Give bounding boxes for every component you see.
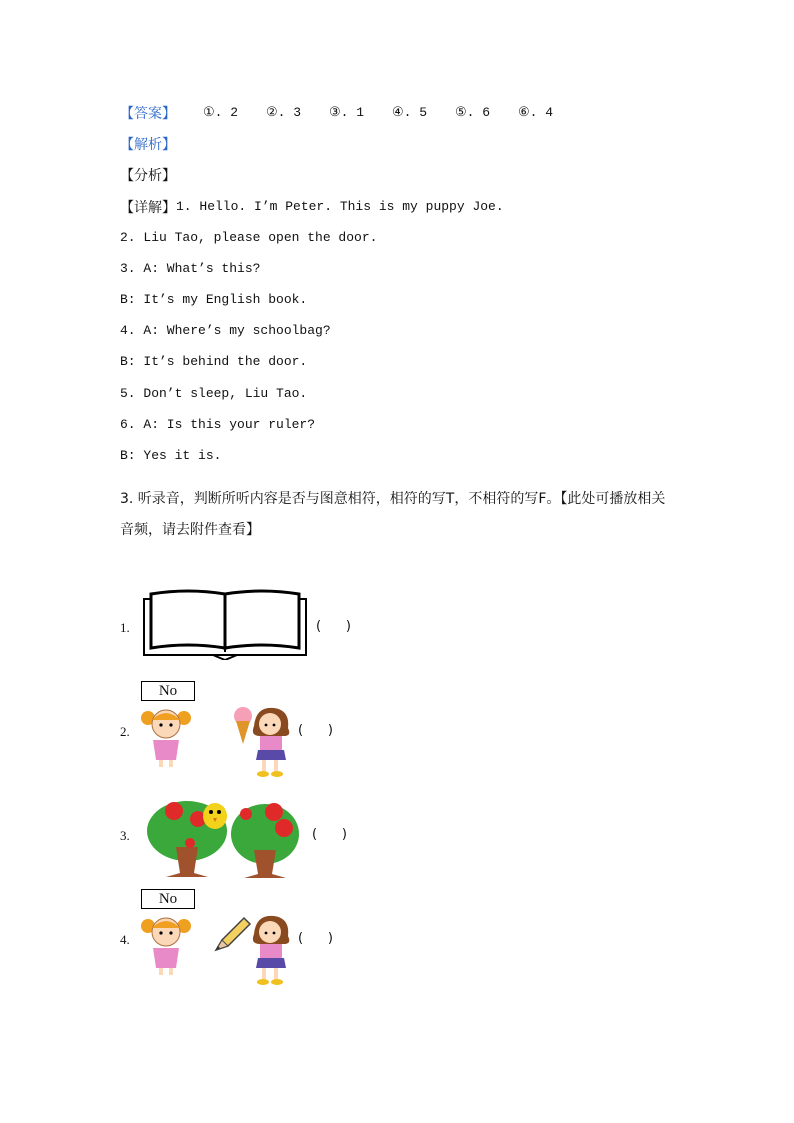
transcript-line-5: 4. A: Where’s my schoolbag? <box>120 323 331 338</box>
girl-right-icon <box>248 706 294 778</box>
detail-label: 【详解】 <box>120 200 176 216</box>
answer-option-3: ③. 1 <box>329 105 365 120</box>
girl-left-icon <box>140 706 192 768</box>
item-2-number: 2. <box>120 724 130 739</box>
analysis-label: 【解析】 <box>120 137 176 153</box>
item-2-answer-blank[interactable]: ( ) <box>298 723 333 738</box>
bird-icon <box>200 796 230 834</box>
answer-option-2: ②. 3 <box>266 105 302 120</box>
transcript-line-1: 1. Hello. I’m Peter. This is my puppy Joe. <box>176 199 504 214</box>
transcript-line-8: 6. A: Is this your ruler? <box>120 417 316 432</box>
item-4-no-box: No <box>141 889 195 909</box>
item-3-number: 3. <box>120 828 130 843</box>
question3-line2: 音频，请去附件查看】 <box>120 522 260 538</box>
transcript-line-3: 3. A: What’s this? <box>120 261 261 276</box>
apple-tree-right-icon <box>230 798 300 880</box>
answer-option-4: ④. 5 <box>392 105 428 120</box>
item-1-number: 1. <box>120 620 130 635</box>
item-1-answer-blank[interactable]: ( ) <box>316 619 351 634</box>
transcript-line-4: B: It’s my English book. <box>120 292 308 307</box>
pencil-icon <box>212 914 252 954</box>
item-3-answer-blank[interactable]: ( ) <box>312 827 347 842</box>
transcript-line-9: B: Yes it is. <box>120 448 222 463</box>
answer-option-6: ⑥. 4 <box>518 105 554 120</box>
transcript-line-6: B: It’s behind the door. <box>120 354 308 369</box>
girl-left-icon <box>140 914 192 976</box>
item-4-answer-blank[interactable]: ( ) <box>298 931 333 946</box>
answer-option-5: ⑤. 6 <box>455 105 491 120</box>
fenxi-label: 【分析】 <box>120 168 176 184</box>
transcript-line-7: 5. Don’t sleep, Liu Tao. <box>120 386 308 401</box>
item-4-number: 4. <box>120 932 130 947</box>
answer-option-1: ①. 2 <box>203 105 239 120</box>
question3-line1: 3. 听录音，判断所听内容是否与图意相符，相符的写T，不相符的写F。【此处可播放相关 <box>120 491 666 507</box>
open-book-icon <box>143 582 307 660</box>
transcript-line-2: 2. Liu Tao, please open the door. <box>120 230 378 245</box>
girl-right-icon <box>248 914 294 986</box>
answer-label: 【答案】 <box>120 106 176 122</box>
item-2-no-box: No <box>141 681 195 701</box>
